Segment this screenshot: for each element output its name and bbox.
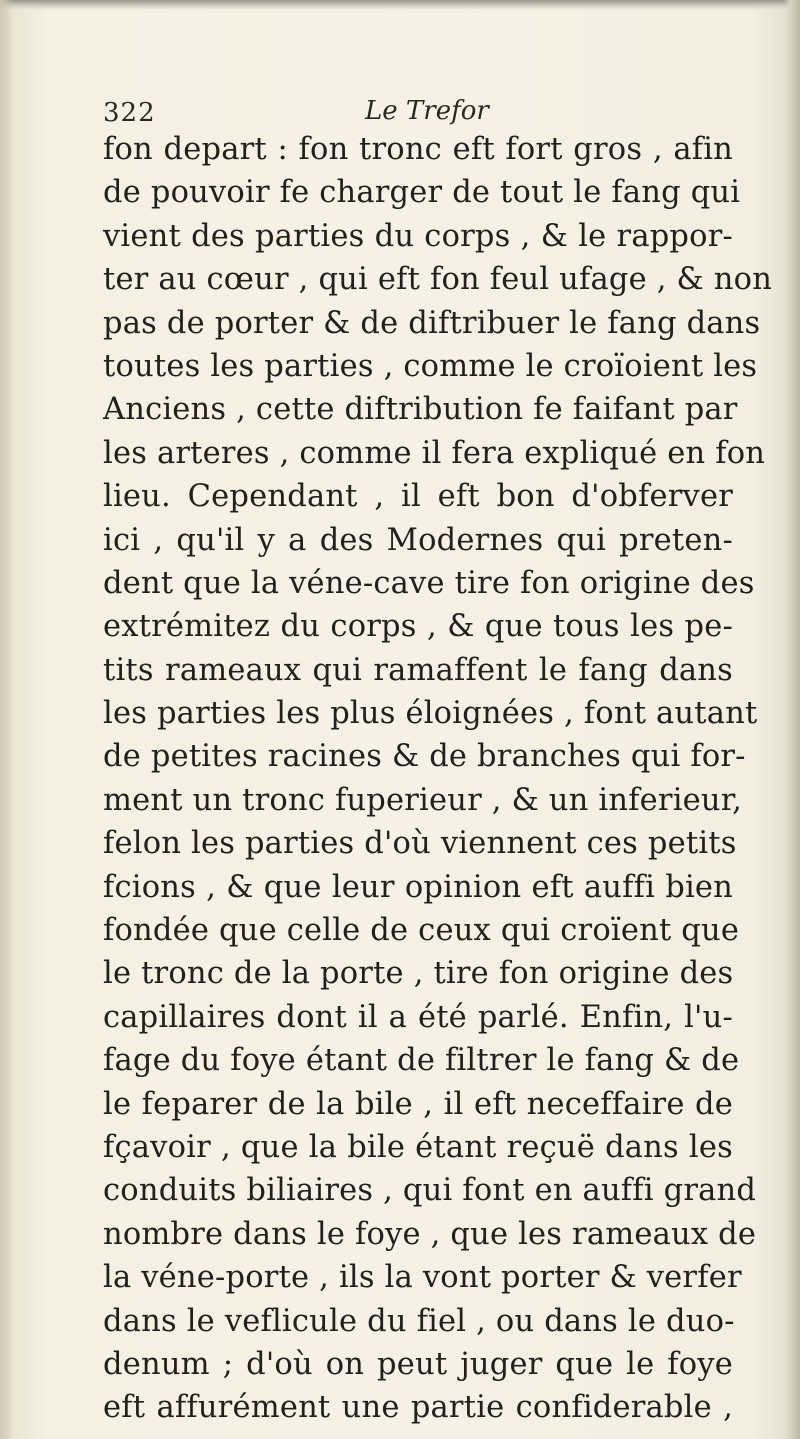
body-text — [103, 128, 773, 1430]
text-line: capillaires dont il a été parlé. Enfin, l'u- — [103, 999, 733, 1035]
text-line: ment un tronc fuperieur , & un inferieur, — [103, 782, 743, 818]
text-line: dans le veflicule du fiel , ou dans le duo- — [103, 1303, 735, 1339]
text-line: extrémitez du corps , & que tous les pe- — [103, 609, 733, 645]
text-line: le tronc de la porte , tire fon origine des — [103, 956, 734, 992]
text-line: toutes les parties , comme le croïoient les — [103, 348, 758, 384]
text-line: fçavoir , que la bile étant reçuë dans les — [103, 1129, 733, 1165]
text-line: felon les parties d'où viennent ces petits — [103, 826, 737, 862]
text-line: tits rameaux qui ramaffent le fang dans — [103, 652, 733, 688]
text-line: pas de porter & de diftribuer le fang dans — [103, 305, 761, 341]
text-line: fage du foye étant de filtrer le fang & de — [103, 1043, 740, 1079]
text-line: conduits biliaires , qui font en auffi grand — [103, 1173, 757, 1209]
text-line: eft affurément une partie confiderable , — [103, 1390, 733, 1426]
page-right-edge — [784, 0, 800, 1439]
text-line: de petites racines & de branches qui for- — [103, 739, 746, 775]
text-line: fcions , & que leur opinion eft auffi bien — [103, 869, 733, 905]
text-line: les arteres , comme il fera expliqué en fon — [103, 435, 766, 471]
text-line: ici , qu'il y a des Modernes qui preten- — [103, 522, 733, 558]
text-line: dent que la véne-cave tire fon origine des — [103, 565, 755, 601]
text-line: ter au cœur , qui eft fon feul ufage , & non — [103, 262, 773, 298]
text-line: vient des parties du corps , & le rappor- — [103, 218, 733, 254]
text-line: nombre dans le foye , que les rameaux de — [103, 1216, 757, 1252]
text-line: denum ; d'où on peut juger que le foye — [103, 1346, 733, 1382]
text-line: les parties les plus éloignées , font autant — [103, 696, 758, 732]
text-line: lieu. Cependant , il eft bon d'obferver — [103, 479, 733, 515]
page-left-edge — [0, 0, 14, 1439]
text-line: la véne-porte , ils la vont porter & verfer — [103, 1260, 742, 1296]
running-title: Le Trefor — [365, 96, 489, 126]
text-line: de pouvoir fe charger de tout le fang qui — [103, 175, 741, 211]
page-top-edge — [0, 0, 800, 10]
text-line: fondée que celle de ceux qui croïent que — [103, 913, 740, 949]
text-line: le feparer de la bile , il eft neceffaire de — [103, 1086, 733, 1122]
page-number: 322 — [103, 98, 156, 128]
text-line: Anciens , cette diftribution fe faifant par — [103, 392, 738, 428]
text-line: fon depart : fon tronc eft fort gros , afin — [103, 132, 733, 167]
